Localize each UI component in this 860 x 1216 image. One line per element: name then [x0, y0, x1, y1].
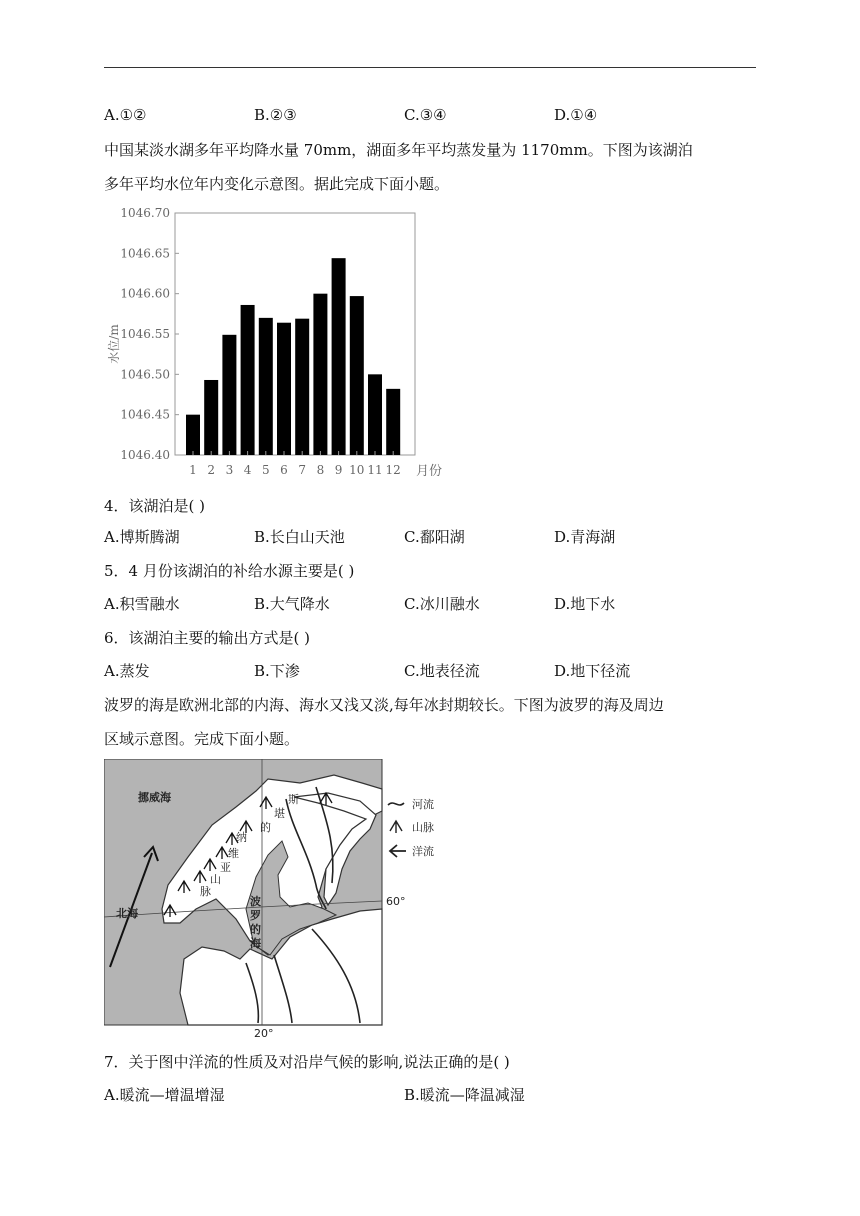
option-b[interactable]: B.②③	[254, 106, 297, 124]
mountain-char: 斯	[288, 793, 299, 806]
q6-option-c[interactable]: C.地表径流	[404, 662, 480, 680]
x-tick-label: 5	[261, 463, 270, 477]
option-a[interactable]: A.①②	[104, 106, 147, 124]
mountain-char: 维	[228, 847, 239, 860]
y-tick-label: 1046.40	[120, 448, 170, 462]
q5-option-c[interactable]: C.冰川融水	[404, 595, 480, 613]
y-axis-label: 水位/m	[107, 324, 121, 364]
q6-options	[104, 661, 756, 681]
baltic-char: 罗	[250, 909, 261, 922]
y-tick-label: 1046.65	[120, 246, 170, 261]
water-level-chart	[104, 204, 449, 486]
mountain-char: 脉	[200, 885, 211, 898]
y-tick-label: 1046.55	[120, 327, 170, 341]
mountain-char: 堪	[274, 807, 285, 820]
label-norwegian-sea: 挪威海	[138, 791, 171, 804]
y-tick-label: 1046.60	[120, 286, 170, 301]
intro1-line1: 中国某淡水湖多年平均降水量 70mm，湖面多年平均蒸发量为 1170mm。下图为该湖泊	[104, 141, 693, 159]
intro2-line1: 波罗的海是欧洲北部的内海、海水又浅又淡,每年冰封期较长。下图为波罗的海及周边	[104, 696, 664, 714]
y-tick-label: 1046.50	[120, 367, 170, 382]
bar-month-4	[241, 305, 255, 455]
q4-options	[104, 527, 756, 547]
x-tick-label: 12	[385, 463, 401, 477]
bar-month-11	[368, 374, 382, 455]
option-d[interactable]: D.①④	[554, 106, 598, 124]
label-lon-20: 20°	[254, 1027, 274, 1040]
baltic-region-map	[104, 759, 456, 1041]
bar-month-8	[313, 294, 327, 455]
x-tick-label: 8	[316, 463, 325, 477]
bar-month-3	[222, 335, 236, 455]
current-legend-icon	[390, 845, 406, 857]
q4-option-a[interactable]: A.博斯腾湖	[104, 528, 180, 546]
x-tick-label: 7	[298, 463, 307, 477]
legend-mountain: 山脉	[412, 821, 434, 834]
y-tick-label: 1046.45	[120, 407, 170, 422]
label-north-sea: 北海	[116, 907, 138, 920]
bar-month-1	[186, 415, 200, 455]
q6-option-b[interactable]: B.下渗	[254, 662, 300, 680]
legend-river: 河流	[412, 798, 434, 811]
prev-options	[104, 105, 756, 125]
x-tick-label: 9	[334, 463, 343, 477]
intro2-line2: 区域示意图。完成下面小题。	[104, 730, 300, 748]
y-tick-label: 1046.70	[120, 206, 170, 220]
intro1-line2: 多年平均水位年内变化示意图。据此完成下面小题。	[104, 175, 450, 193]
q6-stem: 6．该湖泊主要的输出方式是( )	[104, 629, 311, 647]
map-legend	[388, 797, 434, 858]
q5-option-b[interactable]: B.大气降水	[254, 595, 330, 613]
x-tick-label: 10	[349, 463, 365, 477]
mountain-char: 纳	[236, 831, 247, 844]
bar-month-2	[204, 380, 218, 455]
q4-option-b[interactable]: B.长白山天池	[254, 528, 345, 546]
x-tick-label: 6	[280, 463, 288, 477]
x-tick-label: 2	[207, 463, 216, 477]
bar-month-7	[295, 319, 309, 455]
x-tick-label: 4	[243, 463, 252, 477]
q5-option-a[interactable]: A.积雪融水	[104, 595, 180, 613]
x-axis-label: 月份	[416, 464, 443, 479]
baltic-char: 波	[250, 895, 261, 908]
mountain-legend-icon	[390, 821, 402, 833]
bar-month-12	[386, 389, 400, 455]
q6-option-d[interactable]: D.地下径流	[554, 662, 631, 680]
x-tick-label: 1	[189, 463, 197, 477]
bar-month-9	[332, 258, 346, 455]
bar-month-5	[259, 318, 273, 455]
option-c[interactable]: C.③④	[404, 106, 447, 124]
label-lat-60: 60°	[386, 895, 406, 908]
q5-option-d[interactable]: D.地下水	[554, 595, 616, 613]
mountain-char: 的	[260, 821, 271, 834]
mountain-char: 亚	[220, 861, 231, 874]
q5-stem: 5．4 月份该湖泊的补给水源主要是( )	[104, 562, 355, 580]
bar-month-6	[277, 323, 291, 455]
header-rule	[104, 67, 756, 68]
q6-option-a[interactable]: A.蒸发	[104, 662, 150, 680]
q7-options	[104, 1085, 756, 1105]
q7-option-b[interactable]: B.暖流—降温减湿	[404, 1086, 525, 1104]
q4-option-c[interactable]: C.鄱阳湖	[404, 528, 465, 546]
q7-option-a[interactable]: A.暖流—增温增湿	[104, 1086, 225, 1104]
q7-stem: 7．关于图中洋流的性质及对沿岸气候的影响,说法正确的是( )	[104, 1053, 510, 1071]
q4-option-d[interactable]: D.青海湖	[554, 528, 616, 546]
x-tick-label: 11	[367, 463, 383, 477]
q4-stem: 4．该湖泊是( )	[104, 497, 206, 515]
x-tick-label: 3	[225, 463, 234, 477]
q5-options	[104, 594, 756, 614]
baltic-char: 的	[250, 923, 261, 936]
river-legend-icon	[388, 803, 404, 805]
legend-current: 洋流	[412, 845, 434, 858]
bar-month-10	[350, 296, 364, 455]
baltic-char: 海	[250, 937, 261, 950]
mountain-char: 山	[210, 873, 221, 886]
